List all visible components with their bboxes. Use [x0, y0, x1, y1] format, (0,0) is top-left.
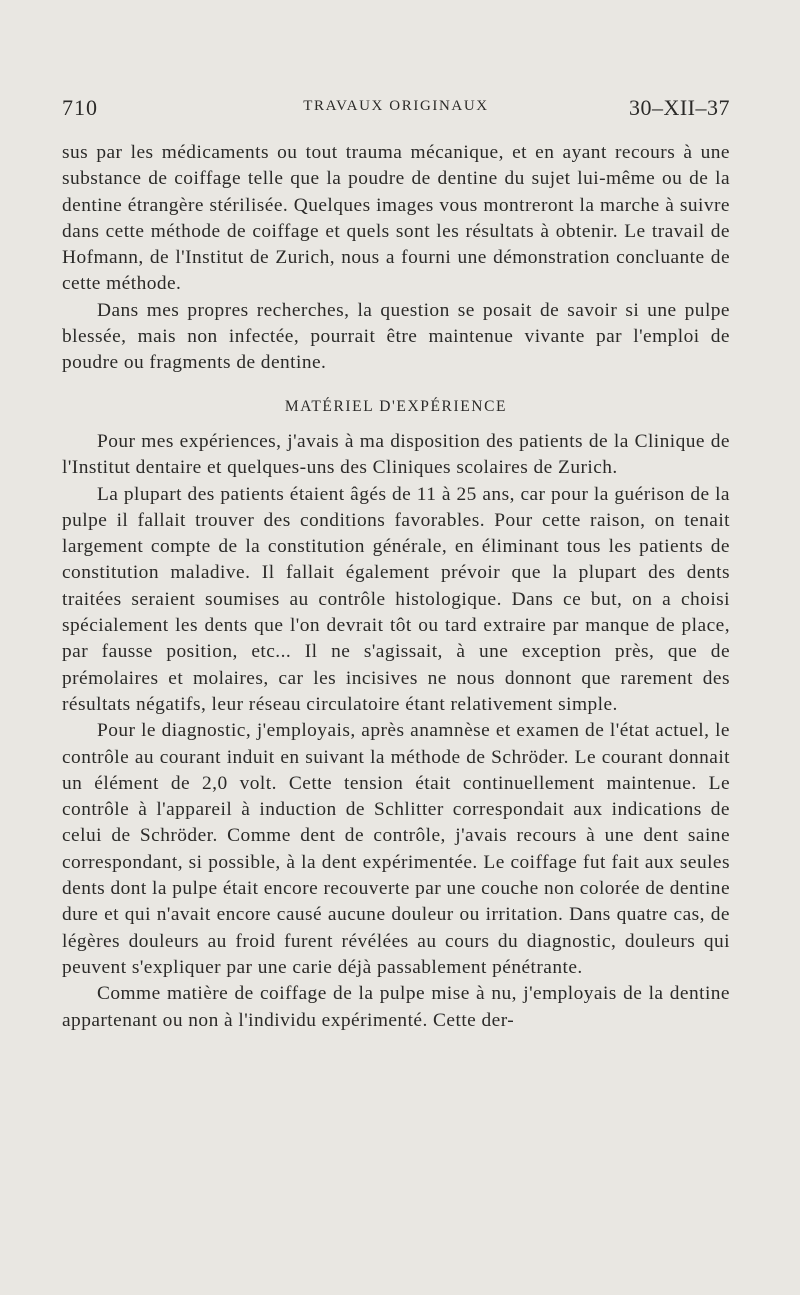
paragraph-1: sus par les médicaments ou tout trauma mécanique, et en ayant recours à une substance de coiffage telle que la poudre de dentine du sujet lui-même ou de la dentine étrangère stérilisée. Quelques images vous montreront la marche à suivre dans cette méthode de coiffage et quels sont les résultats à obtenir. Le travail de Hofmann, de l'Institut de Zurich, nous a fourni une démonstration concluante de cette méthode.: [62, 142, 730, 295]
paragraph-4: La plupart des patients étaient âgés de 11 à 25 ans, car pour la guérison de la pulpe il fallait trouver des conditions favorables. Pour cette raison, on tenait largement compte de la constitution générale, en éliminant tous les patients de constitution maladive. Il fallait également prévoir que la plupart des dents traitées seraient soumises au contrôle histologique. Dans ce but, on a choisi spécialement les dents que l'on devrait tôt ou tard extraire par manque de place, par fausse position, etc... Il ne s'agissait, à une exception près, que de prémolaires et molaires, car les incisives ne nous donnont que rarement des résultats négatifs, leur réseau circulatoire étant relativement simple.: [62, 483, 730, 715]
running-title: TRAVAUX ORIGINAUX: [303, 98, 489, 114]
body-text: [62, 140, 730, 1034]
page-header: [62, 95, 730, 121]
paragraph-3: Pour mes expériences, j'avais à ma disposition des patients de la Clinique de l'Institut dentaire et quelques-uns des Cliniques scolaires de Zurich.: [62, 430, 730, 479]
paragraph-5: Pour le diagnostic, j'employais, après anamnèse et examen de l'état actuel, le contrôle au courant induit en suivant la méthode de Schröder. Le courant donnait un élément de 2,0 volt. Cette tension était continuellement maintenue. Le contrôle à l'appareil à induction de Schlitter correspondait aux indications de celui de Schröder. Comme dent de contrôle, j'avais recours à une dent saine correspondant, si possible, à la dent expérimentée. Le coiffage fut fait aux seules dents dont la pulpe était encore recouverte par une couche non colorée de dentine dure et qui n'avait encore causé aucune douleur ou irritation. Dans quatre cas, de légères douleurs au froid furent révélées au cours du diagnostic, douleurs qui peuvent s'expliquer par une carie déjà passablement pénétrante.: [62, 720, 730, 978]
paragraph-6: Comme matière de coiffage de la pulpe mise à nu, j'employais de la dentine appartenant ou non à l'individu expérimenté. Cette der-: [62, 983, 730, 1031]
paragraph-2: Dans mes propres recherches, la question se posait de savoir si une pulpe blessée, mais non infectée, pourrait être maintenue vivante par l'emploi de poudre ou fragments de dentine.: [62, 299, 730, 374]
page-number: 710: [62, 95, 98, 120]
header-date: 30–XII–37: [628, 95, 730, 120]
section-heading: MATÉRIEL D'EXPÉRIENCE: [284, 397, 508, 415]
